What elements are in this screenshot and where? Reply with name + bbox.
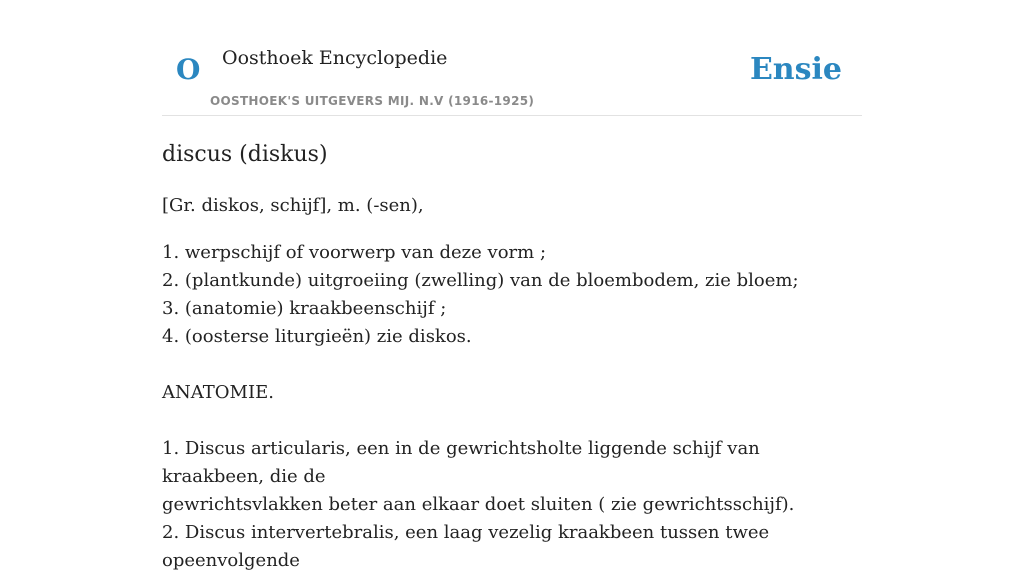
meaning-1: 1. werpschijf of voorwerp van deze vorm ; — [162, 242, 547, 263]
page-container — [162, 0, 862, 571]
spacer — [162, 407, 862, 435]
ensie-logo-link[interactable]: Ensie — [749, 52, 842, 87]
entry-etymology: [Gr. diskos, schijf], m. (-sen), — [162, 195, 424, 216]
publisher-label: OOSTHOEK'S UITGEVERS MIJ. N.V (1916-1925) — [210, 94, 535, 108]
book-header — [162, 0, 862, 116]
spacer — [162, 351, 862, 379]
book-logo[interactable]: O — [176, 53, 201, 86]
entry-body — [162, 192, 862, 575]
meaning-4: 4. (oosterse liturgieën) zie diskos. — [162, 326, 472, 347]
anatomy-line-1: 1. Discus articularis, een in de gewrichtsholte liggende schijf van kraakbeen, die de — [162, 438, 760, 487]
book-title[interactable]: Oosthoek Encyclopedie — [222, 47, 448, 69]
meaning-2: 2. (plantkunde) uitgroeiing (zwelling) van de bloembodem, zie bloem; — [162, 270, 799, 291]
entry-title: discus (diskus) — [162, 142, 328, 167]
entry-meanings — [162, 239, 862, 575]
meaning-3: 3. (anatomie) kraakbeenschijf ; — [162, 298, 447, 319]
anatomy-line-3: 2. Discus intervertebralis, een laag vezelig kraakbeen tussen twee opeenvolgende — [162, 522, 770, 571]
section-heading-anatomie: ANATOMIE. — [162, 382, 274, 403]
anatomy-line-2: gewrichtsvlakken beter aan elkaar doet sluiten ( zie gewrichtsschijf). — [162, 494, 795, 515]
